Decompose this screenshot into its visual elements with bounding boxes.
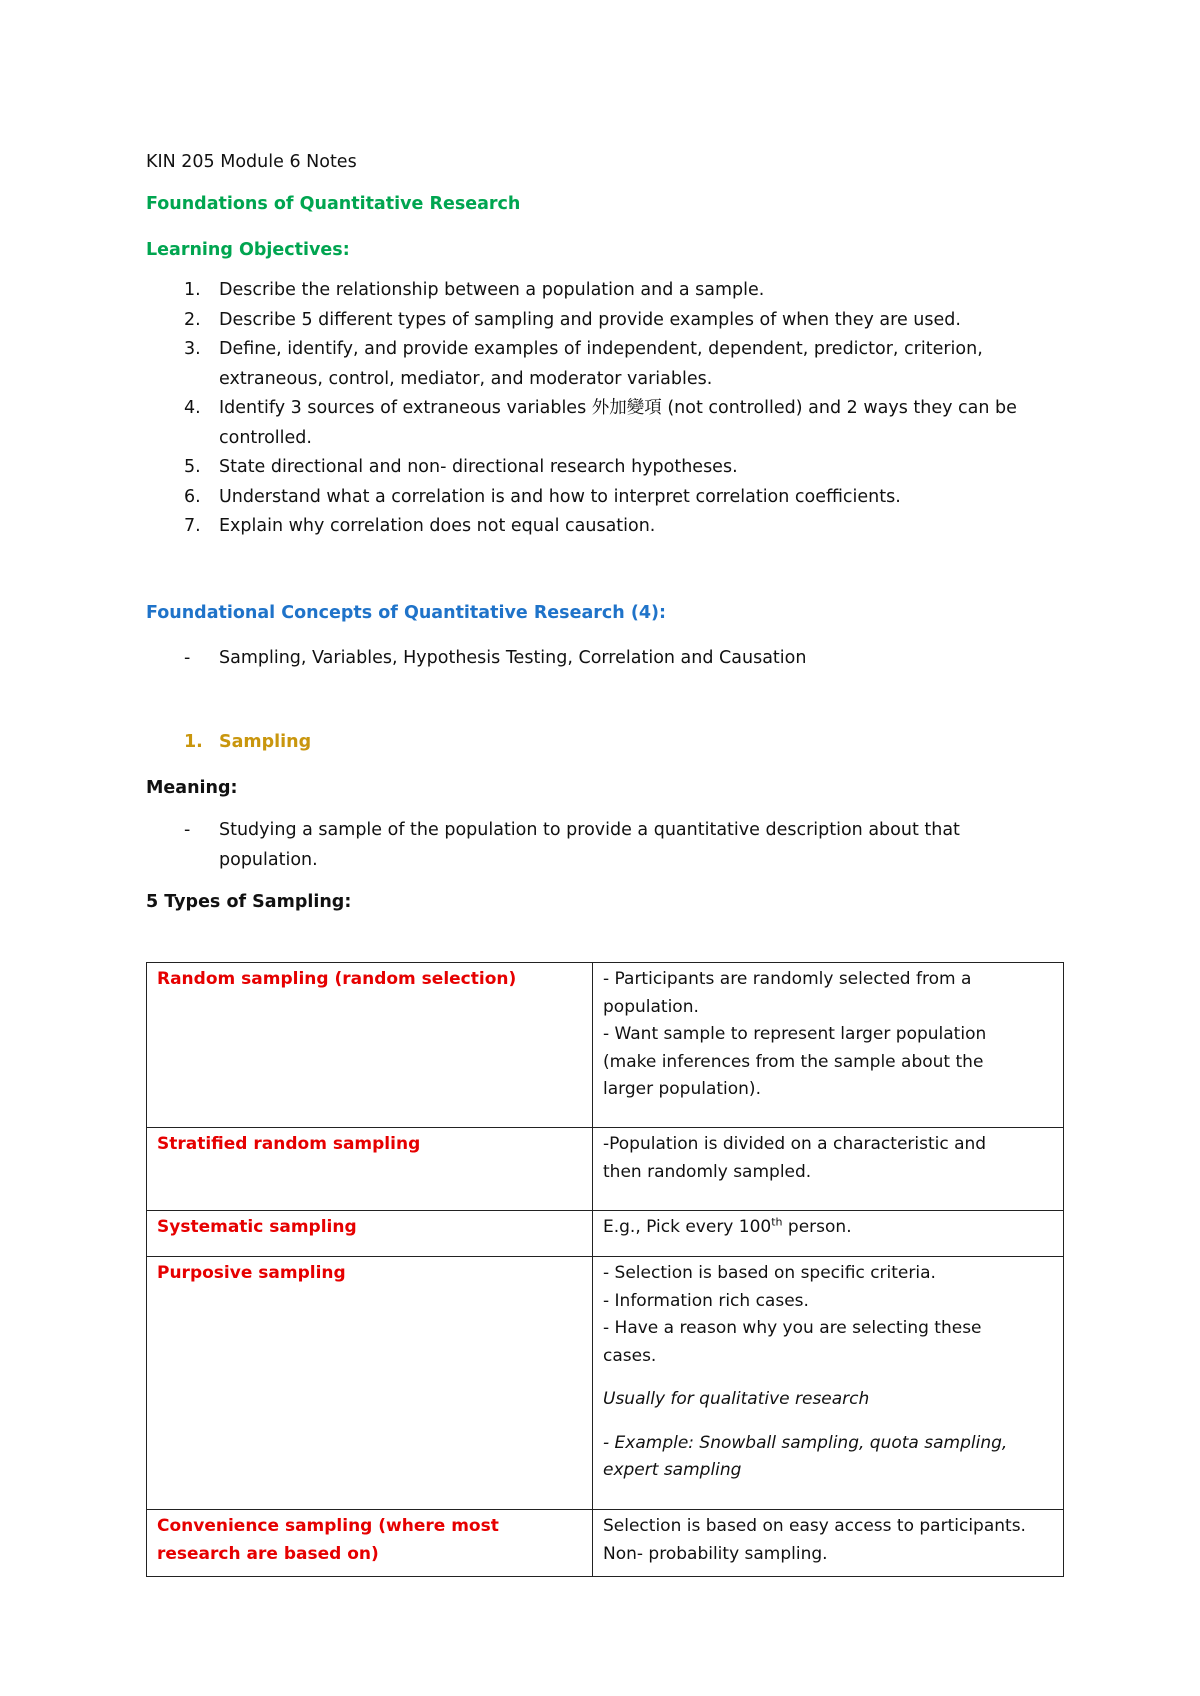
meaning-heading: Meaning: (146, 778, 238, 798)
objective-text: Identify 3 sources of extraneous variables 外加變項 (not controlled) and 2 ways they can be (219, 398, 1017, 418)
objective-number: 3. (184, 339, 201, 359)
description-text: E.g., Pick every 100 (603, 1217, 772, 1237)
sampling-type-label: Stratified random sampling (157, 1134, 421, 1154)
concepts-item (146, 644, 1066, 674)
description-line: cases. (603, 1345, 657, 1366)
objective-text: Explain why correlation does not equal causation. (219, 516, 656, 536)
description-line: larger population). (603, 1079, 761, 1099)
description-line: population. (603, 996, 699, 1017)
description-line: (make inferences from the sample about the (603, 1051, 984, 1072)
description-line: - Information rich cases. (603, 1290, 809, 1311)
dash-bullet: - (184, 647, 191, 668)
sampling-type-label: Systematic sampling (157, 1217, 357, 1237)
sampling-type-label: Purposive sampling (157, 1263, 346, 1283)
qualitative-note: Usually for qualitative research (603, 1389, 870, 1409)
table-cell-description (593, 963, 1064, 1128)
objective-text: Describe 5 different types of sampling and provide examples of when they are used. (219, 309, 961, 330)
spacer (603, 1370, 1053, 1386)
objective-text: Define, identify, and provide examples of independent, dependent, predictor, criterion, (219, 339, 983, 359)
table-cell-description (593, 1128, 1064, 1211)
description-text-end: person. (782, 1217, 852, 1237)
objective-item (146, 483, 1066, 513)
sampling-type-label: Random sampling (random selection) (157, 969, 517, 989)
objectives-heading: Learning Objectives: (146, 240, 350, 260)
description-line: - Want sample to represent larger population (603, 1024, 987, 1044)
sampling-types-table (146, 962, 1064, 1577)
dash-bullet: - (184, 820, 191, 840)
superscript-th: th (771, 1215, 783, 1229)
description-line: - Selection is based on specific criteria. (603, 1263, 936, 1283)
objective-item (146, 306, 1066, 336)
document-title: KIN 205 Module 6 Notes (146, 152, 357, 172)
spacer (603, 1414, 1053, 1430)
table-row (147, 1211, 1064, 1257)
description-line: - Have a reason why you are selecting these (603, 1318, 982, 1338)
section-number: 1. (184, 732, 203, 752)
description-line: - Participants are randomly selected from a (603, 969, 972, 989)
table-cell-description (593, 1257, 1064, 1510)
objectives-list (146, 276, 1066, 542)
sampling-type-label: Convenience sampling (where most research are based on) (157, 1516, 499, 1564)
example-line: - Example: Snowball sampling, quota sampling, (603, 1432, 1008, 1453)
objective-number: 5. (184, 457, 201, 477)
sampling-section-heading (146, 728, 1066, 757)
objective-text: Understand what a correlation is and how to interpret correlation coefficients. (219, 486, 901, 507)
objective-text: State directional and non- directional research hypotheses. (219, 457, 738, 477)
concepts-text: Sampling, Variables, Hypothesis Testing, Correlation and Causation (219, 647, 807, 668)
sampling-heading: Sampling (219, 732, 312, 752)
table-cell-type (147, 1128, 593, 1211)
description-line: Selection is based on easy access to participants. (603, 1516, 1026, 1536)
document-page (146, 142, 1066, 917)
table-row (147, 963, 1064, 1128)
table-cell-type (147, 1510, 593, 1577)
table-cell-type (147, 963, 593, 1128)
objective-item (146, 394, 1066, 453)
table-cell-type (147, 1257, 593, 1510)
description-line: -Population is divided on a characteristic and (603, 1134, 987, 1154)
example-line: expert sampling (603, 1460, 742, 1480)
concepts-heading: Foundational Concepts of Quantitative Research (4): (146, 602, 667, 623)
objective-item (146, 335, 1066, 394)
description-line: Non- probability sampling. (603, 1543, 828, 1564)
objective-number: 7. (184, 516, 201, 536)
objective-item (146, 512, 1066, 542)
objective-item (146, 276, 1066, 306)
table-cell-type (147, 1211, 593, 1257)
section-heading: Foundations of Quantitative Research (146, 194, 521, 214)
description-line: then randomly sampled. (603, 1161, 812, 1182)
objective-item (146, 453, 1066, 483)
objective-text: Describe the relationship between a population and a sample. (219, 280, 765, 300)
table-cell-description (593, 1510, 1064, 1577)
objective-text-cont: controlled. (219, 427, 312, 448)
objective-number: 4. (184, 398, 201, 418)
table-row (147, 1257, 1064, 1510)
types-heading: 5 Types of Sampling: (146, 892, 352, 912)
meaning-text: Studying a sample of the population to provide a quantitative description about that (219, 820, 960, 840)
objective-number: 2. (184, 309, 201, 330)
objective-number: 1. (184, 280, 201, 300)
objective-text-cont: extraneous, control, mediator, and moderator variables. (219, 368, 713, 389)
table-row (147, 1510, 1064, 1577)
table-cell-description (593, 1211, 1064, 1257)
meaning-text-cont: population. (219, 849, 318, 870)
objective-number: 6. (184, 486, 201, 507)
meaning-item (146, 816, 1066, 875)
table-row (147, 1128, 1064, 1211)
